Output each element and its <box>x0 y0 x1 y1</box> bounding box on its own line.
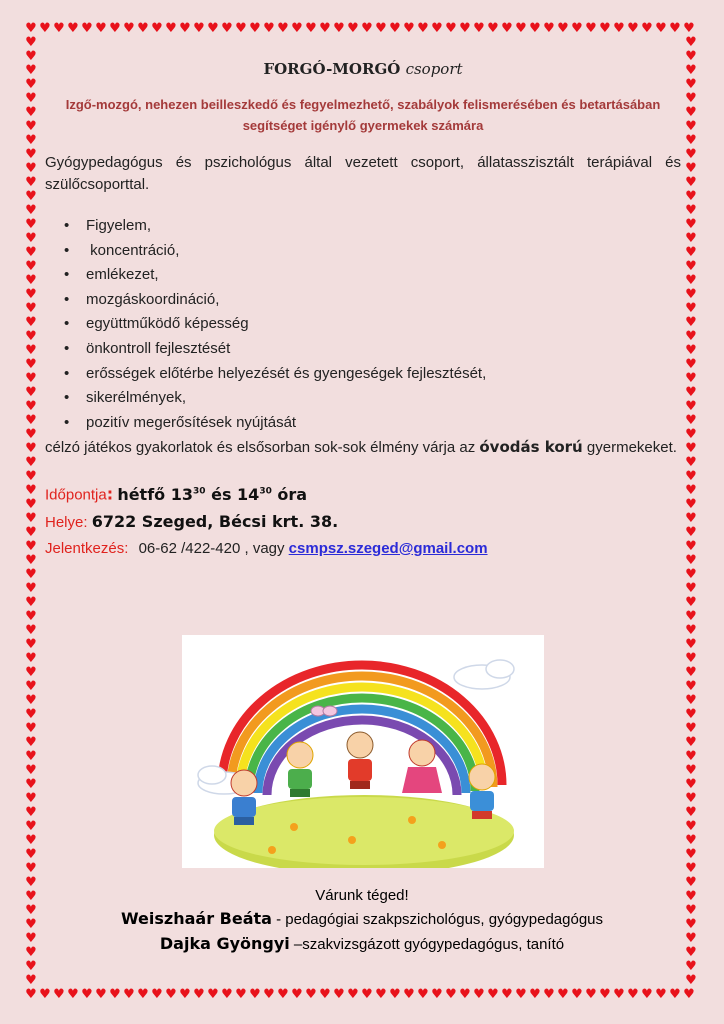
heart-icon: ♥ <box>655 987 667 1002</box>
heart-icon: ♥ <box>685 679 697 694</box>
heart-icon: ♥ <box>445 21 457 36</box>
heart-icon: ♥ <box>685 707 697 722</box>
heart-icon: ♥ <box>641 21 653 36</box>
heart-icon: ♥ <box>685 581 697 596</box>
heart-icon: ♥ <box>685 665 697 680</box>
list-item: • együttműködő képesség <box>86 312 681 337</box>
heart-icon: ♥ <box>25 987 37 1002</box>
heart-icon: ♥ <box>25 119 37 134</box>
heart-icon: ♥ <box>557 987 569 1002</box>
heart-icon: ♥ <box>515 987 527 1002</box>
heart-icon: ♥ <box>685 889 697 904</box>
heart-border-bottom <box>24 988 696 1002</box>
heart-icon: ♥ <box>685 245 697 260</box>
heart-icon: ♥ <box>685 455 697 470</box>
heart-icon: ♥ <box>81 987 93 1002</box>
heart-icon: ♥ <box>685 49 697 64</box>
heart-icon: ♥ <box>685 315 697 330</box>
heart-icon: ♥ <box>25 273 37 288</box>
heart-icon: ♥ <box>685 819 697 834</box>
heart-icon: ♥ <box>249 987 261 1002</box>
heart-icon: ♥ <box>685 749 697 764</box>
heart-icon: ♥ <box>25 483 37 498</box>
heart-icon: ♥ <box>557 21 569 36</box>
signup-phone: 06-62 /422-420 , vagy <box>138 539 285 557</box>
heart-icon: ♥ <box>333 21 345 36</box>
heart-icon: ♥ <box>445 987 457 1002</box>
heart-icon: ♥ <box>669 987 681 1002</box>
heart-icon: ♥ <box>501 21 513 36</box>
heart-icon: ♥ <box>25 413 37 428</box>
heart-icon: ♥ <box>277 21 289 36</box>
heart-icon: ♥ <box>685 497 697 512</box>
heart-icon: ♥ <box>501 987 513 1002</box>
heart-icon: ♥ <box>25 749 37 764</box>
heart-icon: ♥ <box>25 819 37 834</box>
list-item: • erősségek előtérbe helyezését és gyengeségek fejlesztését, <box>86 362 681 387</box>
heart-icon: ♥ <box>25 189 37 204</box>
heart-icon: ♥ <box>685 175 697 190</box>
heart-icon: ♥ <box>25 385 37 400</box>
list-item: • koncentráció, <box>86 239 681 264</box>
heart-icon: ♥ <box>685 721 697 736</box>
heart-icon: ♥ <box>25 679 37 694</box>
heart-icon: ♥ <box>685 133 697 148</box>
heart-icon: ♥ <box>685 63 697 78</box>
heart-icon: ♥ <box>179 21 191 36</box>
time-sup-1: 30 <box>193 486 206 497</box>
heart-icon: ♥ <box>685 399 697 414</box>
heart-icon: ♥ <box>459 21 471 36</box>
heart-icon: ♥ <box>685 413 697 428</box>
subtitle: Izgő-mozgó, nehezen beilleszkedő és fegyelmezhető, szabályok felismerésében és betartásában segítséget igénylő gyermekek számára <box>65 97 661 133</box>
heart-icon: ♥ <box>389 21 401 36</box>
heart-icon: ♥ <box>123 987 135 1002</box>
heart-icon: ♥ <box>277 987 289 1002</box>
heart-icon: ♥ <box>685 805 697 820</box>
heart-border-left <box>24 36 38 988</box>
heart-icon: ♥ <box>599 987 611 1002</box>
flyer-content <box>45 52 681 562</box>
hill <box>214 795 514 868</box>
heart-icon: ♥ <box>685 203 697 218</box>
heart-icon: ♥ <box>25 427 37 442</box>
heart-icon: ♥ <box>685 301 697 316</box>
heart-icon: ♥ <box>193 21 205 36</box>
heart-icon: ♥ <box>685 343 697 358</box>
skills-list <box>45 214 681 435</box>
heart-icon: ♥ <box>375 21 387 36</box>
person-2-role: –szakvizsgázott gyógypedagógus, tanító <box>289 936 565 953</box>
heart-icon: ♥ <box>25 931 37 946</box>
time-sup-2: 30 <box>259 486 272 497</box>
heart-icon: ♥ <box>685 357 697 372</box>
heart-icon: ♥ <box>291 21 303 36</box>
heart-icon: ♥ <box>685 539 697 554</box>
heart-icon: ♥ <box>417 987 429 1002</box>
heart-icon: ♥ <box>515 21 527 36</box>
place-label: Helye: <box>45 513 88 531</box>
heart-icon: ♥ <box>685 35 697 50</box>
footer <box>40 885 684 957</box>
heart-icon: ♥ <box>683 987 695 1002</box>
heart-icon: ♥ <box>25 777 37 792</box>
heart-icon: ♥ <box>25 637 37 652</box>
heart-icon: ♥ <box>683 21 695 36</box>
email-link[interactable]: csmpsz.szeged@gmail.com <box>288 539 488 557</box>
title-main: FORGÓ-MORGÓ <box>263 60 401 78</box>
illustration-svg <box>182 635 544 868</box>
heart-icon: ♥ <box>25 595 37 610</box>
heart-icon: ♥ <box>685 609 697 624</box>
person-1-name: Weiszhaár Beáta <box>120 909 272 928</box>
heart-icon: ♥ <box>25 889 37 904</box>
heart-icon: ♥ <box>685 637 697 652</box>
heart-icon: ♥ <box>459 987 471 1002</box>
heart-icon: ♥ <box>25 833 37 848</box>
heart-icon: ♥ <box>39 987 51 1002</box>
heart-icon: ♥ <box>25 175 37 190</box>
place-line <box>45 509 681 536</box>
signup-label: Jelentkezés: <box>45 539 129 557</box>
heart-icon: ♥ <box>25 105 37 120</box>
heart-icon: ♥ <box>25 875 37 890</box>
heart-icon: ♥ <box>685 511 697 526</box>
heart-icon: ♥ <box>685 483 697 498</box>
heart-icon: ♥ <box>25 525 37 540</box>
heart-icon: ♥ <box>403 21 415 36</box>
heart-icon: ♥ <box>529 21 541 36</box>
heart-icon: ♥ <box>25 343 37 358</box>
child-yellow <box>469 764 495 819</box>
heart-icon: ♥ <box>543 987 555 1002</box>
heart-icon: ♥ <box>25 315 37 330</box>
heart-icon: ♥ <box>487 987 499 1002</box>
heart-icon: ♥ <box>585 987 597 1002</box>
child-blue <box>231 770 257 825</box>
list-item: • pozitív megerősítések nyújtását <box>86 411 681 436</box>
heart-icon: ♥ <box>685 217 697 232</box>
heart-icon: ♥ <box>613 21 625 36</box>
info-block <box>45 478 681 561</box>
heart-icon: ♥ <box>25 455 37 470</box>
heart-icon: ♥ <box>263 21 275 36</box>
heart-icon: ♥ <box>25 497 37 512</box>
heart-icon: ♥ <box>25 735 37 750</box>
heart-icon: ♥ <box>685 273 697 288</box>
heart-icon: ♥ <box>431 21 443 36</box>
time-day: hétfő 13 <box>117 484 193 504</box>
heart-icon: ♥ <box>685 651 697 666</box>
heart-icon: ♥ <box>685 105 697 120</box>
heart-icon: ♥ <box>53 987 65 1002</box>
heart-icon: ♥ <box>543 21 555 36</box>
heart-icon: ♥ <box>25 847 37 862</box>
heart-icon: ♥ <box>25 623 37 638</box>
heart-icon: ♥ <box>685 861 697 876</box>
list-item: • emlékezet, <box>86 263 681 288</box>
time-and: és 14 <box>205 484 260 504</box>
heart-icon: ♥ <box>361 21 373 36</box>
heart-icon: ♥ <box>249 21 261 36</box>
heart-icon: ♥ <box>25 231 37 246</box>
heart-icon: ♥ <box>25 371 37 386</box>
heart-icon: ♥ <box>25 791 37 806</box>
heart-icon: ♥ <box>655 21 667 36</box>
heart-icon: ♥ <box>431 987 443 1002</box>
thanks-text: Várunk téged! <box>315 887 409 904</box>
heart-icon: ♥ <box>207 21 219 36</box>
heart-icon: ♥ <box>375 987 387 1002</box>
heart-icon: ♥ <box>473 987 485 1002</box>
heart-border-top <box>24 22 696 36</box>
heart-icon: ♥ <box>685 777 697 792</box>
heart-icon: ♥ <box>263 987 275 1002</box>
heart-icon: ♥ <box>25 245 37 260</box>
list-item: • Figyelem, <box>86 214 681 239</box>
heart-icon: ♥ <box>25 945 37 960</box>
heart-icon: ♥ <box>685 147 697 162</box>
heart-icon: ♥ <box>193 987 205 1002</box>
heart-icon: ♥ <box>25 301 37 316</box>
heart-icon: ♥ <box>613 987 625 1002</box>
heart-icon: ♥ <box>25 357 37 372</box>
heart-icon: ♥ <box>25 77 37 92</box>
heart-icon: ♥ <box>571 987 583 1002</box>
heart-icon: ♥ <box>25 665 37 680</box>
heart-icon: ♥ <box>25 329 37 344</box>
heart-icon: ♥ <box>67 21 79 36</box>
heart-icon: ♥ <box>685 525 697 540</box>
heart-icon: ♥ <box>25 21 37 36</box>
heart-icon: ♥ <box>25 805 37 820</box>
heart-icon: ♥ <box>25 959 37 974</box>
heart-icon: ♥ <box>685 385 697 400</box>
list-item: • sikerélmények, <box>86 386 681 411</box>
title-suffix: csoport <box>405 60 463 78</box>
heart-icon: ♥ <box>685 567 697 582</box>
heart-icon: ♥ <box>165 21 177 36</box>
heart-icon: ♥ <box>473 21 485 36</box>
heart-icon: ♥ <box>417 21 429 36</box>
person-2 <box>40 932 684 957</box>
person-1-role: - pedagógiai szakpszichológus, gyógypedagógus <box>271 911 604 928</box>
heart-icon: ♥ <box>123 21 135 36</box>
heart-icon: ♥ <box>669 21 681 36</box>
heart-icon: ♥ <box>25 581 37 596</box>
heart-icon: ♥ <box>685 77 697 92</box>
cloud-right <box>454 660 514 689</box>
heart-icon: ♥ <box>221 987 233 1002</box>
heart-icon: ♥ <box>39 21 51 36</box>
heart-icon: ♥ <box>25 763 37 778</box>
heart-icon: ♥ <box>685 91 697 106</box>
heart-icon: ♥ <box>25 35 37 50</box>
heart-icon: ♥ <box>25 553 37 568</box>
heart-icon: ♥ <box>25 441 37 456</box>
heart-icon: ♥ <box>25 707 37 722</box>
heart-icon: ♥ <box>685 903 697 918</box>
heart-icon: ♥ <box>627 21 639 36</box>
person-1 <box>40 907 684 932</box>
heart-icon: ♥ <box>25 651 37 666</box>
heart-icon: ♥ <box>305 987 317 1002</box>
heart-icon: ♥ <box>685 945 697 960</box>
heart-icon: ♥ <box>389 987 401 1002</box>
heart-icon: ♥ <box>685 917 697 932</box>
heart-icon: ♥ <box>599 21 611 36</box>
list-item: • mozgáskoordináció, <box>86 288 681 313</box>
outro-before: célzó játékos gyakorlatok és elsősorban sok-sok élmény várja az <box>45 439 480 457</box>
heart-icon: ♥ <box>685 959 697 974</box>
heart-icon: ♥ <box>67 987 79 1002</box>
heart-icon: ♥ <box>685 161 697 176</box>
heart-icon: ♥ <box>25 693 37 708</box>
child-red <box>347 732 373 789</box>
heart-icon: ♥ <box>319 21 331 36</box>
heart-icon: ♥ <box>585 21 597 36</box>
heart-icon: ♥ <box>685 119 697 134</box>
heart-icon: ♥ <box>95 987 107 1002</box>
heart-icon: ♥ <box>25 399 37 414</box>
heart-icon: ♥ <box>151 21 163 36</box>
heart-icon: ♥ <box>529 987 541 1002</box>
time-end: óra <box>271 484 308 504</box>
heart-icon: ♥ <box>25 203 37 218</box>
heart-icon: ♥ <box>165 987 177 1002</box>
intro-paragraph: Gyógypedagógus és pszichológus által vezetett csoport, állatasszisztált terápiával és szülőcsoporttal. <box>45 154 681 193</box>
heart-icon: ♥ <box>207 987 219 1002</box>
heart-icon: ♥ <box>25 147 37 162</box>
heart-icon: ♥ <box>109 21 121 36</box>
heart-icon: ♥ <box>685 231 697 246</box>
heart-icon: ♥ <box>137 987 149 1002</box>
heart-icon: ♥ <box>685 833 697 848</box>
heart-icon: ♥ <box>361 987 373 1002</box>
heart-icon: ♥ <box>95 21 107 36</box>
heart-icon: ♥ <box>685 441 697 456</box>
outro-highlight: óvodás korú <box>479 438 583 457</box>
heart-icon: ♥ <box>571 21 583 36</box>
heart-icon: ♥ <box>25 903 37 918</box>
heart-icon: ♥ <box>221 21 233 36</box>
heart-icon: ♥ <box>685 693 697 708</box>
time-line <box>45 478 681 508</box>
heart-icon: ♥ <box>25 63 37 78</box>
heart-icon: ♥ <box>319 987 331 1002</box>
heart-icon: ♥ <box>25 161 37 176</box>
heart-icon: ♥ <box>685 427 697 442</box>
heart-icon: ♥ <box>685 791 697 806</box>
time-colon: : <box>106 484 114 504</box>
signup-line <box>45 536 681 562</box>
person-2-name: Dajka Gyöngyi <box>159 934 290 953</box>
heart-icon: ♥ <box>109 987 121 1002</box>
child-green <box>287 742 313 797</box>
heart-icon: ♥ <box>137 21 149 36</box>
heart-icon: ♥ <box>641 987 653 1002</box>
heart-icon: ♥ <box>685 973 697 988</box>
heart-icon: ♥ <box>25 567 37 582</box>
heart-icon: ♥ <box>25 217 37 232</box>
heart-icon: ♥ <box>685 931 697 946</box>
heart-icon: ♥ <box>235 987 247 1002</box>
rainbow-children-illustration <box>182 635 544 868</box>
heart-icon: ♥ <box>25 609 37 624</box>
heart-icon: ♥ <box>685 623 697 638</box>
heart-icon: ♥ <box>403 987 415 1002</box>
outro-paragraph <box>45 435 681 460</box>
heart-icon: ♥ <box>25 259 37 274</box>
heart-icon: ♥ <box>685 329 697 344</box>
heart-icon: ♥ <box>25 511 37 526</box>
outro-after: gyermekeket. <box>582 439 677 457</box>
heart-icon: ♥ <box>25 721 37 736</box>
heart-icon: ♥ <box>81 21 93 36</box>
heart-icon: ♥ <box>627 987 639 1002</box>
heart-icon: ♥ <box>235 21 247 36</box>
heart-icon: ♥ <box>25 917 37 932</box>
heart-icon: ♥ <box>25 539 37 554</box>
heart-icon: ♥ <box>333 987 345 1002</box>
heart-icon: ♥ <box>685 875 697 890</box>
heart-icon: ♥ <box>685 469 697 484</box>
place-value: 6722 Szeged, Bécsi krt. 38. <box>91 511 339 531</box>
heart-icon: ♥ <box>685 553 697 568</box>
heart-icon: ♥ <box>25 133 37 148</box>
heart-icon: ♥ <box>291 987 303 1002</box>
heart-icon: ♥ <box>25 49 37 64</box>
heart-icon: ♥ <box>685 259 697 274</box>
heart-icon: ♥ <box>305 21 317 36</box>
heart-icon: ♥ <box>53 21 65 36</box>
heart-icon: ♥ <box>685 189 697 204</box>
heart-icon: ♥ <box>685 287 697 302</box>
time-value <box>117 485 307 504</box>
heart-icon: ♥ <box>347 21 359 36</box>
heart-icon: ♥ <box>347 987 359 1002</box>
heart-icon: ♥ <box>25 287 37 302</box>
heart-icon: ♥ <box>179 987 191 1002</box>
heart-icon: ♥ <box>685 847 697 862</box>
heart-icon: ♥ <box>25 91 37 106</box>
heart-icon: ♥ <box>685 371 697 386</box>
page-title <box>45 60 681 78</box>
heart-icon: ♥ <box>685 595 697 610</box>
heart-border-right <box>684 36 698 988</box>
list-item: • önkontroll fejlesztését <box>86 337 681 362</box>
heart-icon: ♥ <box>685 763 697 778</box>
time-label: Időpontja <box>45 486 107 504</box>
heart-icon: ♥ <box>685 735 697 750</box>
heart-icon: ♥ <box>25 861 37 876</box>
heart-icon: ♥ <box>151 987 163 1002</box>
heart-icon: ♥ <box>25 973 37 988</box>
heart-icon: ♥ <box>25 469 37 484</box>
heart-icon: ♥ <box>487 21 499 36</box>
